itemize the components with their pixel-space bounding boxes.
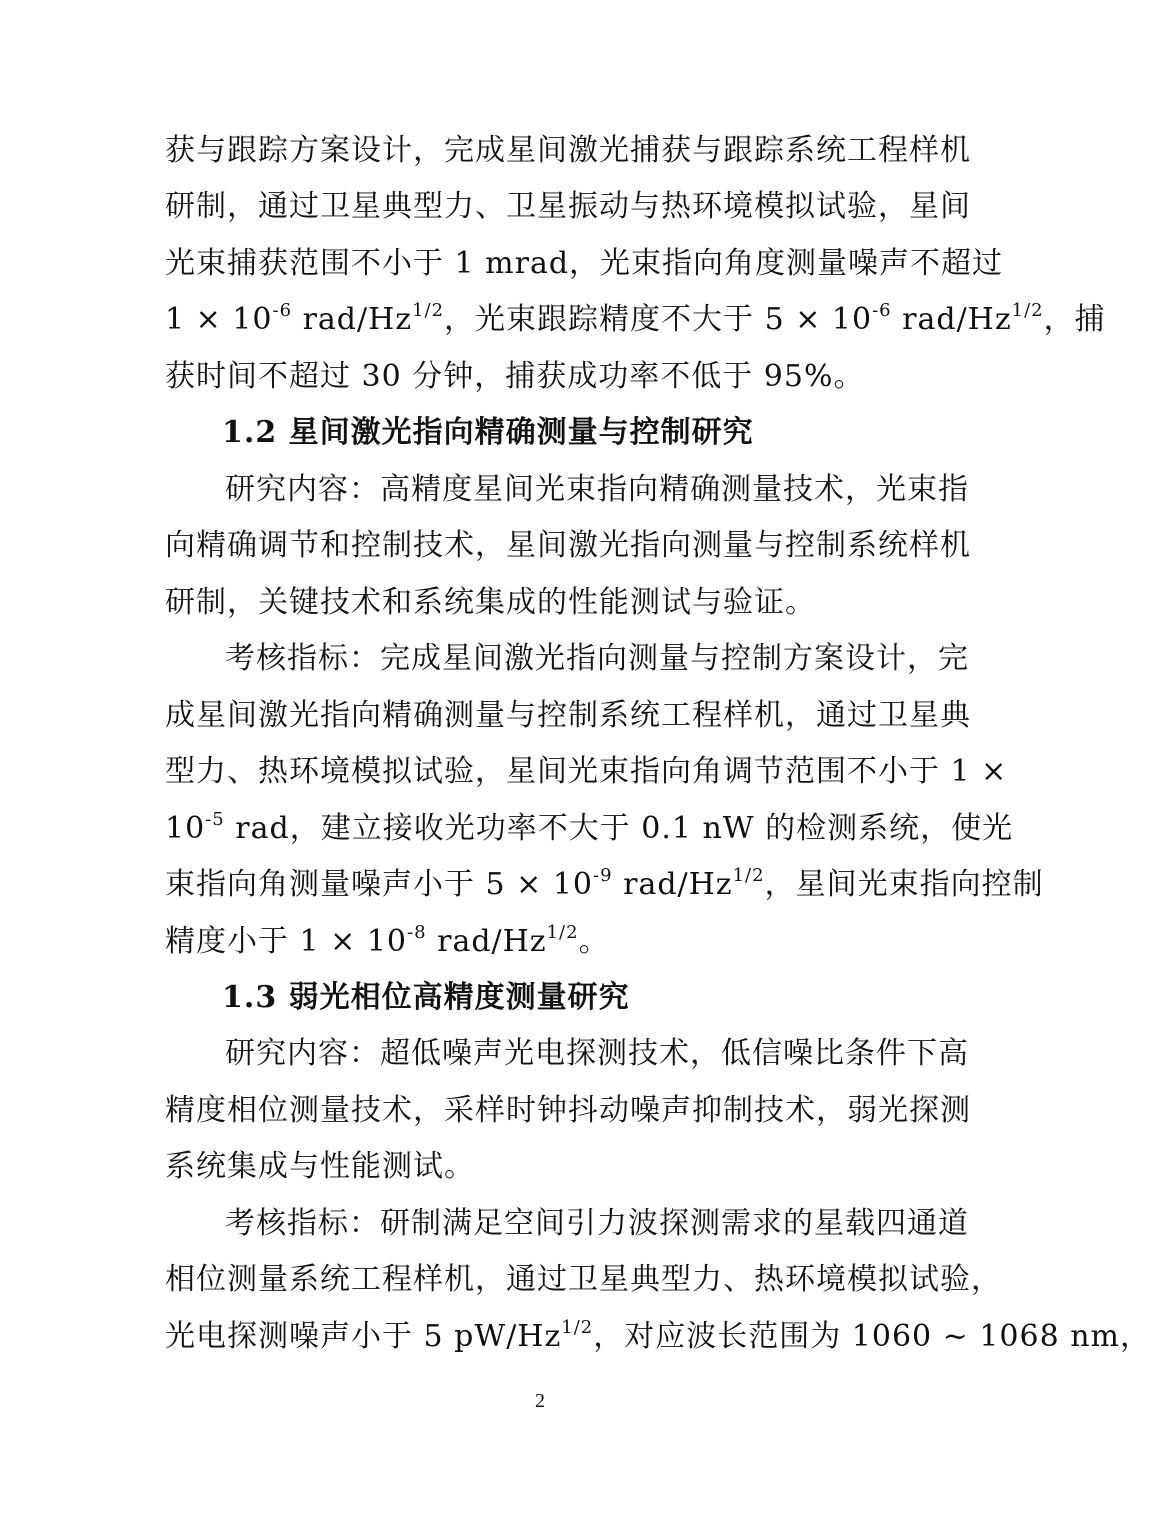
superscript: 1/2 [546, 922, 579, 943]
body-text-line: 成星间激光指向精确测量与控制系统工程样机，通过卫星典 [165, 698, 971, 733]
body-text-line: 向精确调节和控制技术，星间激光指向测量与控制系统样机 [165, 528, 971, 563]
body-text-line: 研究内容：超低噪声光电探测技术，低信噪比条件下高 [225, 1036, 969, 1071]
body-text-line [165, 865, 1044, 905]
section-heading: 1.3 弱光相位高精度测量研究 [222, 980, 630, 1015]
body-text-line: 系统集成与性能测试。 [165, 1149, 475, 1184]
superscript: -8 [407, 922, 427, 943]
page-number: 2 [535, 1390, 545, 1412]
body-text-line [165, 300, 1106, 340]
superscript: 1/2 [561, 1317, 594, 1338]
text-run: ，光束跟踪精度不大于 5 × 10 [444, 302, 873, 337]
body-text-line: 考核指标：完成星间激光指向测量与控制方案设计，完 [225, 641, 969, 676]
section-heading: 1.2 星间激光指向精确测量与控制研究 [222, 415, 754, 450]
body-text-line: 研制，关键技术和系统集成的性能测试与验证。 [165, 585, 816, 620]
text-run: 束指向角测量噪声小于 5 × 10 [165, 867, 594, 902]
superscript: 1/2 [412, 300, 445, 321]
text-run: ，星间光束指向控制 [764, 867, 1044, 902]
text-run: rad/Hz [292, 302, 413, 337]
text-run: 。 [578, 924, 610, 959]
body-text-line [165, 922, 610, 962]
text-run: rad/Hz [426, 924, 547, 959]
body-text-line: 相位测量系统工程样机，通过卫星典型力、热环境模拟试验， [165, 1262, 1002, 1297]
body-text-line: 型力、热环境模拟试验，星间光束指向角调节范围不小于 1 × [165, 754, 1008, 789]
superscript: -5 [205, 809, 225, 830]
text-run: rad，建立接收光功率不大于 0.1 nW 的检测系统，使光 [224, 811, 1014, 846]
body-text-line: 研究内容：高精度星间光束指向精确测量技术，光束指 [225, 472, 969, 507]
body-text-line [165, 1317, 1151, 1357]
body-text-line: 光束捕获范围不小于 1 mrad，光束指向角度测量噪声不超过 [165, 246, 1004, 281]
superscript: -9 [593, 865, 613, 886]
body-text-line: 获时间不超过 30 分钟，捕获成功率不低于 95%。 [165, 359, 865, 394]
superscript: 1/2 [1011, 300, 1044, 321]
superscript: -6 [872, 300, 892, 321]
body-text-line: 研制，通过卫星典型力、卫星振动与热环境模拟试验，星间 [165, 189, 971, 224]
superscript: -6 [272, 300, 293, 321]
body-text-line: 考核指标：研制满足空间引力波探测需求的星载四通道 [225, 1206, 969, 1241]
text-run: rad/Hz [612, 867, 733, 902]
body-text-line: 获与跟踪方案设计，完成星间激光捕获与跟踪系统工程样机 [165, 133, 971, 168]
superscript: 1/2 [732, 865, 765, 886]
text-run: 1 × 10 [165, 302, 273, 337]
text-run: ，捕 [1043, 302, 1106, 337]
text-run: rad/Hz [891, 302, 1012, 337]
text-run: 10 [165, 811, 206, 846]
body-text-line: 精度相位测量技术，采样时钟抖动噪声抑制技术，弱光探测 [165, 1093, 971, 1128]
text-run: 精度小于 1 × 10 [165, 924, 408, 959]
text-run: ，对应波长范围为 1060 ~ 1068 nm， [593, 1319, 1151, 1354]
body-text-line [165, 809, 1014, 849]
text-run: 光电探测噪声小于 5 pW/Hz [165, 1319, 562, 1354]
